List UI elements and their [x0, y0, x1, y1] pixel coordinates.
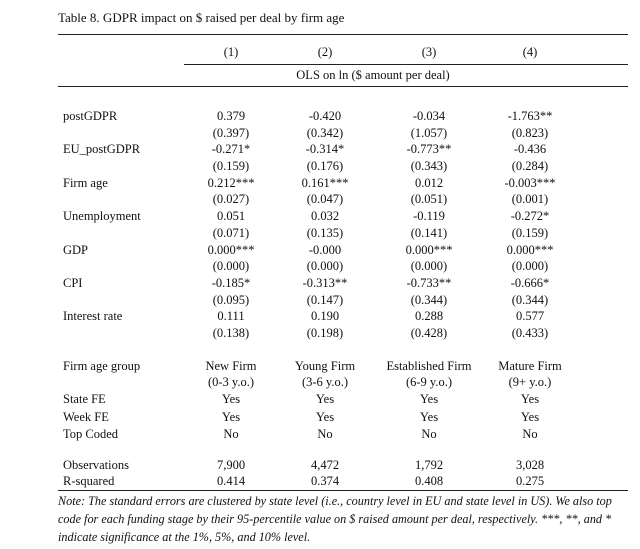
group-name: New Firm — [205, 359, 257, 373]
standard-error-value: (0.159) — [511, 225, 549, 240]
row-label: State FE — [63, 392, 106, 406]
column-header: (2) — [317, 45, 333, 59]
standard-error-value: (0.284) — [511, 158, 549, 173]
control-value: Yes — [419, 392, 439, 406]
coefficient-value: 0.012 — [414, 175, 444, 190]
standard-error-value: (0.000) — [410, 259, 448, 274]
standard-error-value: (0.071) — [212, 225, 250, 240]
control-value: Yes — [315, 409, 335, 424]
standard-error-value: (0.344) — [511, 292, 549, 307]
coefficient-value: -0.313** — [302, 276, 348, 290]
coefficient-value: 0.288 — [414, 309, 444, 324]
row-label: postGDPR — [63, 109, 118, 123]
stat-value: 3,028 — [515, 458, 545, 472]
row-label: Firm age — [63, 175, 108, 190]
standard-error-value: (0.138) — [212, 325, 250, 340]
row-label: Week FE — [63, 409, 109, 424]
coefficient-value: -0.666* — [510, 276, 550, 290]
control-value: No — [317, 427, 333, 441]
method-label: OLS on ln ($ amount per deal) — [296, 68, 450, 82]
coefficient-value: -0.003*** — [504, 175, 556, 190]
group-name: Established Firm — [386, 359, 472, 373]
coefficient-value: -0.272* — [510, 209, 550, 224]
standard-error-value: (0.001) — [511, 192, 549, 207]
coefficient-value: 0.111 — [217, 309, 245, 324]
stat-value: 0.275 — [515, 474, 545, 488]
stat-value: 0.374 — [310, 474, 340, 488]
coefficient-value: 0.379 — [216, 109, 246, 123]
control-value: No — [421, 427, 437, 441]
row-label: R-squared — [63, 474, 115, 488]
standard-error-value: (0.342) — [306, 125, 344, 140]
stat-value: 7,900 — [216, 458, 246, 472]
stat-value: 4,472 — [310, 458, 340, 472]
coefficient-value: 0.051 — [216, 209, 246, 224]
row-label: Observations — [63, 458, 129, 472]
top-rule — [58, 34, 628, 35]
standard-error-value: (0.095) — [212, 292, 250, 307]
standard-error-value: (0.198) — [306, 325, 344, 340]
standard-error-value: (0.433) — [511, 325, 549, 340]
table-title: Table 8. GDPR impact on $ raised per deal by firm age — [58, 10, 345, 25]
coefficient-value: -1.763** — [507, 109, 553, 123]
group-range: (9+ y.o.) — [508, 375, 552, 389]
row-label: Top Coded — [63, 427, 119, 441]
coefficient-value: -0.420 — [308, 109, 342, 123]
coefficient-value: 0.000*** — [207, 242, 255, 257]
table-note: Note: The standard errors are clustered by state level (i.e., country level in EU and state level in US). We also top code for each funding stage by their 95-percentile value on $ raised amount per deal, respectively. ***, **, and * indicate significance at the 1%, 5%, and 10% level. — [58, 494, 612, 544]
group-range: (0-3 y.o.) — [207, 375, 255, 389]
row-label: Firm age group — [63, 359, 141, 373]
coefficient-value: -0.733** — [406, 276, 452, 290]
coefficient-value: -0.271* — [211, 142, 251, 157]
standard-error-value: (0.343) — [410, 158, 448, 173]
control-value: Yes — [419, 409, 439, 424]
group-name: Mature Firm — [498, 359, 562, 373]
standard-error-value: (0.051) — [410, 192, 448, 207]
group-range: (6-9 y.o.) — [405, 375, 453, 389]
standard-error-value: (0.141) — [410, 225, 448, 240]
control-value: Yes — [520, 409, 540, 424]
control-value: No — [522, 427, 538, 441]
standard-error-value: (0.000) — [306, 259, 344, 274]
stat-value: 1,792 — [414, 458, 444, 472]
coefficient-value: 0.577 — [515, 309, 545, 324]
coefficient-value: -0.314* — [305, 142, 345, 157]
stat-value: 0.408 — [414, 474, 444, 488]
control-value: Yes — [315, 392, 335, 406]
standard-error-value: (0.000) — [212, 259, 250, 274]
standard-error-value: (0.047) — [306, 192, 344, 207]
method-rule — [184, 64, 628, 65]
standard-error-value: (0.397) — [212, 125, 250, 140]
standard-error-value: (0.147) — [306, 292, 344, 307]
standard-error-value: (0.027) — [212, 192, 250, 207]
control-value: Yes — [520, 392, 540, 406]
coefficient-value: -0.185* — [211, 276, 251, 290]
control-value: Yes — [221, 409, 241, 424]
standard-error-value: (0.428) — [410, 325, 448, 340]
row-label: EU_postGDPR — [63, 142, 141, 157]
row-label: CPI — [63, 276, 83, 290]
coefficient-value: 0.161*** — [301, 175, 349, 190]
header-rule — [58, 86, 628, 87]
column-header: (3) — [421, 45, 437, 59]
coefficient-value: -0.119 — [413, 209, 445, 224]
row-label: Unemployment — [63, 209, 141, 224]
bottom-rule — [58, 490, 628, 491]
row-label: Interest rate — [63, 309, 123, 324]
group-range: (3-6 y.o.) — [301, 375, 349, 389]
coefficient-value: 0.032 — [310, 209, 340, 224]
standard-error-value: (0.000) — [511, 259, 549, 274]
standard-error-value: (0.176) — [306, 158, 344, 173]
row-label: GDP — [63, 242, 89, 257]
standard-error-value: (0.823) — [511, 125, 549, 140]
control-value: No — [223, 427, 239, 441]
coefficient-value: -0.034 — [412, 109, 446, 123]
coefficient-value: 0.000*** — [506, 242, 554, 257]
group-name: Young Firm — [294, 359, 356, 373]
coefficient-value: 0.212*** — [207, 175, 255, 190]
coefficient-value: -0.436 — [513, 142, 547, 157]
column-header: (4) — [522, 45, 538, 59]
control-value: Yes — [221, 392, 241, 406]
standard-error-value: (0.344) — [410, 292, 448, 307]
coefficient-value: -0.773** — [406, 142, 452, 157]
standard-error-value: (1.057) — [410, 125, 448, 140]
coefficient-value: 0.000*** — [405, 242, 453, 257]
stat-value: 0.414 — [216, 474, 246, 488]
coefficient-value: 0.190 — [310, 309, 340, 324]
column-header: (1) — [223, 45, 239, 59]
standard-error-value: (0.135) — [306, 225, 344, 240]
standard-error-value: (0.159) — [212, 158, 250, 173]
coefficient-value: -0.000 — [308, 242, 342, 257]
